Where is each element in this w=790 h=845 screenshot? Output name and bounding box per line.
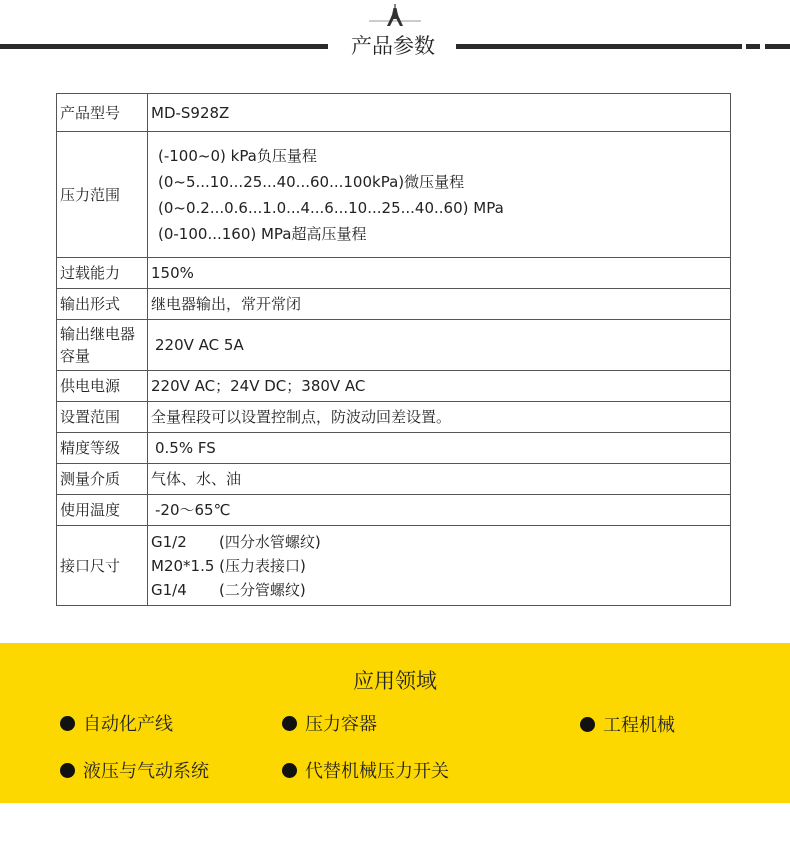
spec-label: 测量介质 (57, 464, 148, 495)
applications-band (0, 643, 790, 803)
application-label: 工程机械 (603, 715, 675, 736)
table-row (57, 402, 731, 433)
application-label: 自动化产线 (83, 714, 173, 735)
interface-row (151, 554, 730, 578)
spec-label: 供电电源 (57, 371, 148, 402)
application-label: 液压与气动系统 (83, 761, 209, 782)
interface-row (151, 578, 730, 602)
application-label: 代替机械压力开关 (305, 761, 449, 782)
table-row (57, 320, 731, 371)
pressure-range-line: (0-100...160) MPa超高压量程 (158, 224, 367, 243)
bullet-dot-icon (282, 716, 297, 731)
application-label: 压力容器 (305, 714, 377, 735)
interface-desc: (四分水管螺纹) (219, 532, 321, 551)
spec-label: 精度等级 (57, 433, 148, 464)
pressure-range-line: (-100~0) kPa负压量程 (158, 146, 317, 165)
interface-code: G1/2 (151, 532, 187, 551)
spec-value: MD-S928Z (148, 94, 731, 132)
spec-value: 全量程段可以设置控制点，防波动回差设置。 (148, 402, 731, 433)
application-item (282, 759, 449, 785)
interface-desc: (压力表接口) (219, 556, 306, 575)
table-row (57, 289, 731, 320)
application-item (282, 712, 377, 738)
spec-label: 产品型号 (57, 94, 148, 132)
table-row (57, 464, 731, 495)
header-rule-dash (765, 44, 790, 49)
spec-label: 压力范围 (57, 132, 148, 258)
table-row (57, 258, 731, 289)
spec-label: 过载能力 (57, 258, 148, 289)
applications-title: 应用领域 (353, 669, 437, 693)
bullet-dot-icon (60, 716, 75, 731)
spec-value: -20～65℃ (148, 495, 731, 526)
pressure-range-line: (0~0.2...0.6...1.0...4...6...10...25...40..60) MPa (158, 198, 504, 217)
table-row (57, 526, 731, 606)
header-rule-left (0, 44, 328, 49)
spec-label-line: 输出继电器 (60, 325, 136, 343)
application-item (580, 713, 675, 739)
header-rule-right (456, 44, 742, 49)
spec-value-list (148, 132, 731, 258)
table-row (57, 495, 731, 526)
spec-value: 220V AC 5A (148, 320, 731, 371)
interface-code: G1/4 (151, 580, 187, 599)
spec-value: 150% (148, 258, 731, 289)
table-row (57, 94, 731, 132)
spec-value: 0.5% FS (148, 433, 731, 464)
spec-label: 接口尺寸 (57, 526, 148, 606)
spec-value: 220V AC；24V DC；380V AC (148, 371, 731, 402)
section-title: 产品参数 (351, 34, 435, 58)
application-item (60, 712, 173, 738)
bullet-dot-icon (580, 717, 595, 732)
spec-label: 设置范围 (57, 402, 148, 433)
pressure-range-line: (0~5...10...25...40...60...100kPa)微压量程 (158, 172, 465, 191)
interface-row (151, 530, 730, 554)
bullet-dot-icon (60, 763, 75, 778)
table-row (57, 371, 731, 402)
interface-desc: (二分管螺纹) (219, 580, 306, 599)
interface-code: M20*1.5 (151, 556, 215, 575)
spec-label: 输出形式 (57, 289, 148, 320)
application-item (60, 759, 209, 785)
bullet-dot-icon (282, 763, 297, 778)
spec-label: 使用温度 (57, 495, 148, 526)
table-row (57, 433, 731, 464)
spec-label (57, 320, 148, 371)
spec-table (56, 93, 731, 606)
spec-value: 继电器输出，常开常闭 (148, 289, 731, 320)
section-header (0, 0, 790, 80)
header-rule-dash (746, 44, 760, 49)
spec-value-list (148, 526, 731, 606)
spec-label-line: 容量 (60, 347, 91, 365)
table-row (57, 132, 731, 258)
tower-icon (369, 4, 421, 28)
spec-value: 气体、水、油 (148, 464, 731, 495)
